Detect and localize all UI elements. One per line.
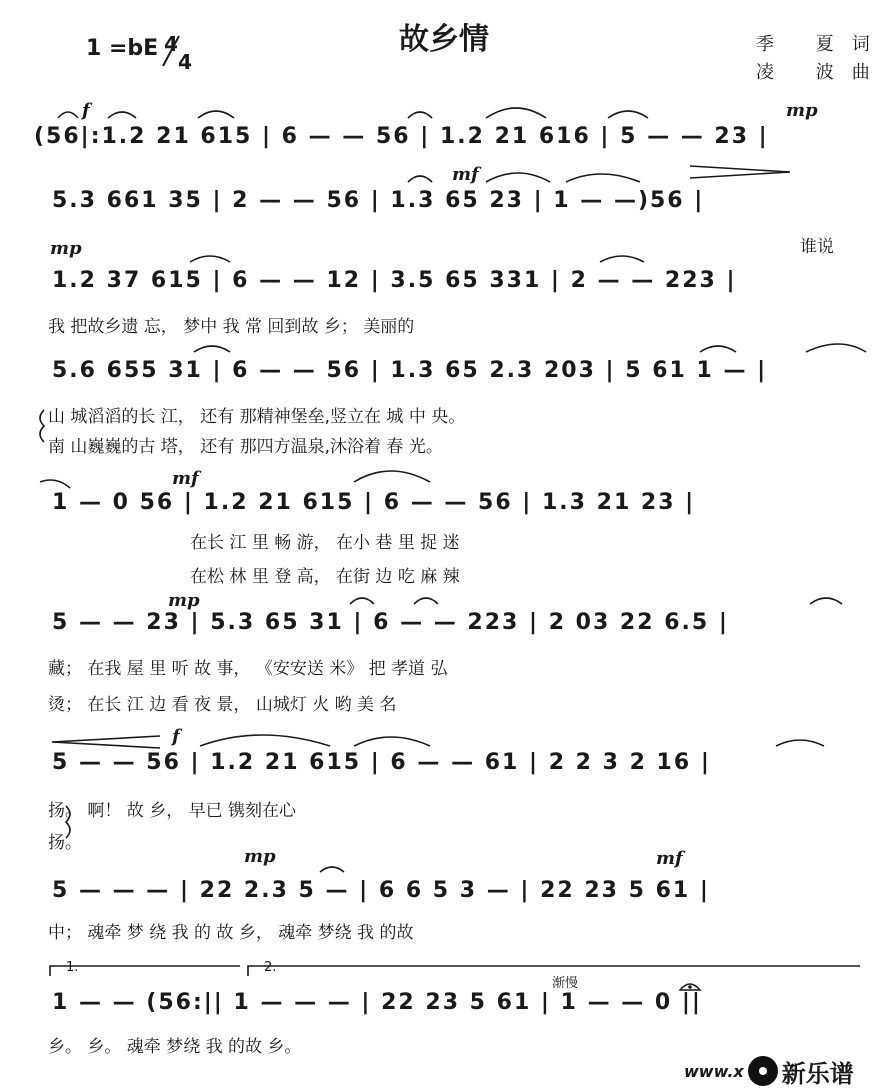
- dynamic-mark: mf: [172, 468, 199, 489]
- lyric-verse-2: 烫； 在长 江 边 看 夜 景， 山城灯 火 哟 美 名: [48, 695, 397, 715]
- notation-line-6: 5 — — 23 | 5.3 65 31 | 6 — — 223 | 2 03 22 6.5 |: [52, 610, 729, 635]
- volta-bracket-first: [50, 966, 240, 976]
- slur: [414, 598, 438, 604]
- lyric-line: 我 把故乡遗 忘， 梦中 我 常 回到故 乡； 美丽的: [48, 317, 415, 337]
- record-disc-icon: [748, 1056, 778, 1086]
- lyric-line: 中； 魂牵 梦 绕 我 的 故 乡， 魂牵 梦绕 我 的故: [48, 923, 414, 943]
- slur: [600, 256, 644, 262]
- dynamic-mark: mp: [244, 846, 276, 867]
- slur: [608, 111, 648, 118]
- slur: [108, 112, 136, 118]
- slur: [354, 737, 430, 746]
- slur: [200, 735, 330, 746]
- slur: [408, 176, 432, 182]
- slur: [40, 480, 70, 488]
- notation-line-5: 1 — 0 56 | 1.2 21 615 | 6 — — 56 | 1.3 21 23 |: [52, 490, 696, 515]
- tempo-mark: 渐慢: [552, 976, 579, 991]
- lyric-verse-2: 南 山巍巍的古 塔， 还有 那四方温泉,沐浴着 春 光。: [48, 437, 443, 457]
- slur: [194, 346, 230, 352]
- notation-line-1: (56|:1.2 21 615 | 6 — — 56 | 1.2 21 616 | 5 — — 23 |: [34, 124, 769, 149]
- lyric-verse-1: 在长 江 里 畅 游， 在小 巷 里 捉 迷: [190, 533, 460, 553]
- time-signature-top: 4: [164, 32, 178, 56]
- notation-line-9: 1 — — (56:|| 1 — — — | 22 23 5 61 | 1 — — 0 ||: [52, 990, 702, 1015]
- lyric-verse-2: 在松 林 里 登 高， 在街 边 吃 麻 辣: [190, 567, 460, 587]
- lyric-verse-1: 扬。 啊！ 故 乡， 早已 镌刻在心: [48, 801, 297, 821]
- notation-line-2: 5.3 661 35 | 2 — — 56 | 1.3 65 23 | 1 — —)56 |: [52, 188, 705, 213]
- song-title: 故乡情: [399, 22, 489, 57]
- watermark-url: www.x: [684, 1061, 744, 1081]
- lyric-verse-1: 山 城滔滔的长 江， 还有 那精神堡垒,竖立在 城 中 央。: [48, 407, 466, 427]
- composer-credit: 凌 波曲: [756, 62, 888, 83]
- volta-second-label: 2.: [264, 960, 277, 975]
- fermata-dot: [688, 985, 692, 989]
- slur: [350, 598, 374, 604]
- lyric-pickup: 谁说: [800, 237, 834, 257]
- notation-line-3: 1.2 37 615 | 6 — — 12 | 3.5 65 331 | 2 — — 223 |: [52, 268, 737, 293]
- lyric-line: 乡。 乡。 魂牵 梦绕 我 的故 乡。: [48, 1037, 302, 1057]
- volta-bracket-second: [248, 966, 860, 976]
- notation-line-4: 5.6 655 31 | 6 — — 56 | 1.3 65 2.3 203 | 5 61 1 — |: [52, 358, 768, 383]
- slur: [566, 174, 640, 182]
- lyric-verse-2: 扬。: [48, 833, 82, 853]
- hairpin-decrescendo: [690, 166, 790, 178]
- time-signature-bottom: 4: [178, 50, 192, 74]
- lyricist-credit: 季 夏词: [756, 34, 888, 55]
- lyric-verse-1: 藏； 在我 屋 里 听 故 事， 《安安送 米》 把 孝道 弘: [48, 659, 448, 679]
- dynamic-mark: mp: [50, 238, 82, 259]
- verse-brace: [40, 410, 44, 442]
- dynamic-mark: mp: [786, 100, 818, 121]
- slur: [776, 740, 824, 746]
- dynamic-mark: mf: [656, 848, 683, 869]
- hairpin-crescendo: [52, 736, 160, 748]
- verse-brace: [66, 806, 70, 838]
- notation-line-8: 5 — — — | 22 2.3 5 — | 6 6 5 3 — | 22 23 5 61 |: [52, 878, 710, 903]
- dynamic-mark: mp: [168, 590, 200, 611]
- key-signature: 1 =bE: [86, 36, 159, 61]
- dynamic-mark: mf: [452, 164, 479, 185]
- slur: [198, 111, 234, 118]
- volta-first-label: 1.: [66, 960, 79, 975]
- slur: [190, 256, 230, 262]
- notation-line-7: 5 — — 56 | 1.2 21 615 | 6 — — 61 | 2 2 3 2 16 |: [52, 750, 711, 775]
- slur: [486, 173, 550, 182]
- watermark-logo: [684, 1050, 888, 1092]
- slur: [354, 471, 430, 482]
- slur: [486, 108, 546, 118]
- slur: [810, 598, 842, 604]
- slur: [58, 112, 78, 118]
- dynamic-mark: f: [172, 726, 180, 747]
- watermark-brand: 新乐谱: [781, 1059, 854, 1088]
- slur: [700, 346, 736, 352]
- slur: [320, 867, 344, 872]
- slur: [408, 112, 432, 118]
- dynamic-mark: f: [82, 100, 90, 121]
- slur: [806, 344, 866, 352]
